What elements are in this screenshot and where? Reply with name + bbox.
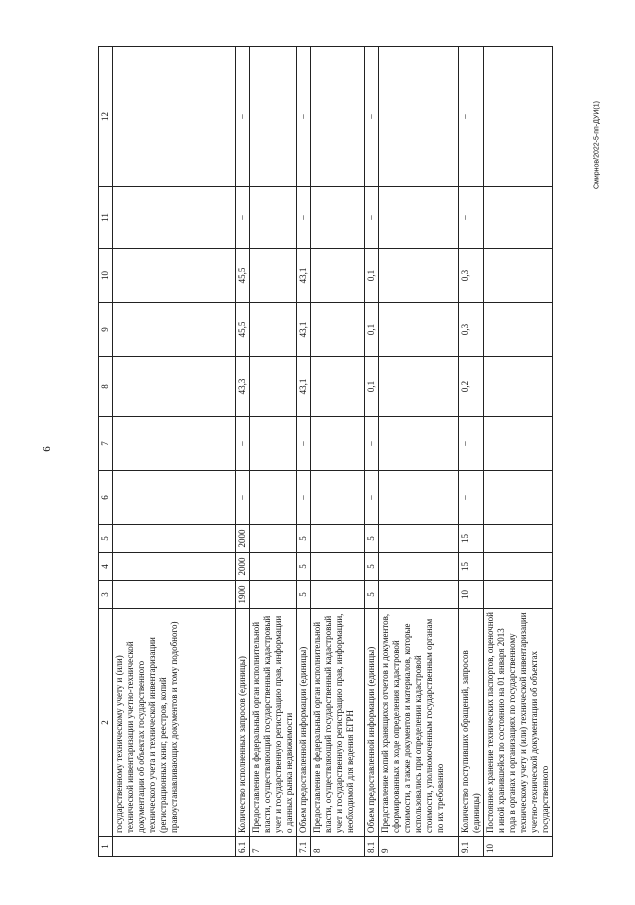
- cell-col11: [250, 187, 297, 249]
- cell-col12: [484, 47, 553, 187]
- cell-col4: 5: [365, 553, 379, 581]
- cell-col3: [311, 581, 365, 609]
- cell-col3: 10: [459, 581, 484, 609]
- cell-col10: 45,5: [236, 249, 250, 303]
- cell-col9: 43,1: [297, 303, 311, 357]
- row-number: 7: [250, 837, 297, 857]
- row-description: Объем предоставленной информации (единицы): [297, 609, 311, 837]
- cell-col4: [250, 553, 297, 581]
- row-description: государственному техническому учету и (или) технической инвентаризации учетно-технической документации об объектах государственного технического учета и технической инвентаризации (регистрационных книг, реестров, копий правоустанавливающих документов и тому подобного): [113, 609, 236, 837]
- cell-col12: –: [236, 47, 250, 187]
- cell-col11: –: [236, 187, 250, 249]
- row-description: Предоставление в федеральный орган исполнительной власти, осуществляющий государственный кадастровый учет и государственную регистрацию прав, информации, необходимой для ведения ЕГРН: [311, 609, 365, 837]
- header-cell: 4: [99, 553, 113, 581]
- header-cell: 11: [99, 187, 113, 249]
- row-description: Количество исполненных запросов (единицы): [236, 609, 250, 837]
- rotated-table-container: [98, 47, 550, 857]
- side-note: [590, 100, 604, 190]
- cell-col8: [311, 357, 365, 417]
- cell-col11: [311, 187, 365, 249]
- cell-col7: –: [236, 417, 250, 471]
- cell-col12: [379, 47, 459, 187]
- cell-col6: –: [297, 471, 311, 525]
- cell-col3: [113, 581, 236, 609]
- header-row: [99, 47, 113, 857]
- header-cell: 8: [99, 357, 113, 417]
- table-row: [365, 47, 379, 857]
- cell-col5: [484, 525, 553, 553]
- table-row: [484, 47, 553, 857]
- cell-col10: [113, 249, 236, 303]
- cell-col5: [250, 525, 297, 553]
- header-cell: 3: [99, 581, 113, 609]
- table-row: [250, 47, 297, 857]
- cell-col12: –: [365, 47, 379, 187]
- cell-col5: [379, 525, 459, 553]
- header-cell: 6: [99, 471, 113, 525]
- cell-col3: 5: [297, 581, 311, 609]
- cell-col7: [484, 417, 553, 471]
- table-row: [379, 47, 459, 857]
- cell-col5: 5: [297, 525, 311, 553]
- cell-col3: [379, 581, 459, 609]
- cell-col4: [311, 553, 365, 581]
- cell-col7: [113, 417, 236, 471]
- cell-col5: [113, 525, 236, 553]
- header-cell: 9: [99, 303, 113, 357]
- cell-col7: [379, 417, 459, 471]
- cell-col3: [250, 581, 297, 609]
- row-number: 8.1: [365, 837, 379, 857]
- cell-col6: [379, 471, 459, 525]
- cell-col11: [484, 187, 553, 249]
- cell-col4: [484, 553, 553, 581]
- cell-col7: –: [297, 417, 311, 471]
- cell-col6: –: [236, 471, 250, 525]
- cell-col9: [250, 303, 297, 357]
- cell-col7: [311, 417, 365, 471]
- row-description: Предоставление в федеральный орган исполнительной власти, осуществляющий государственный кадастровый учет и государственную регистрацию прав, информации о данных рынка недвижимости: [250, 609, 297, 837]
- cell-col9: [311, 303, 365, 357]
- table-row: [113, 47, 236, 857]
- cell-col11: –: [365, 187, 379, 249]
- header-cell: 1: [99, 837, 113, 857]
- cell-col6: –: [365, 471, 379, 525]
- cell-col3: 5: [365, 581, 379, 609]
- cell-col10: [250, 249, 297, 303]
- cell-col11: –: [297, 187, 311, 249]
- cell-col6: [113, 471, 236, 525]
- table-row: [236, 47, 250, 857]
- cell-col5: 15: [459, 525, 484, 553]
- cell-col9: 0,1: [365, 303, 379, 357]
- cell-col8: 0,2: [459, 357, 484, 417]
- cell-col8: [379, 357, 459, 417]
- cell-col12: [311, 47, 365, 187]
- cell-col7: –: [459, 417, 484, 471]
- row-number: 9.1: [459, 837, 484, 857]
- cell-col4: 15: [459, 553, 484, 581]
- cell-col11: –: [459, 187, 484, 249]
- cell-col6: [311, 471, 365, 525]
- cell-col6: [484, 471, 553, 525]
- row-description: Постоянное хранение технических паспортов, оценочной и иной хранившейся по состоянию на 01 января 2013 года в органах и организациях по государственному техническому учету и (или) технической инвентаризации учетно-технической документации об объектах государственного: [484, 609, 553, 837]
- row-number: 8: [311, 837, 365, 857]
- cell-col9: [484, 303, 553, 357]
- header-cell: 5: [99, 525, 113, 553]
- cell-col3: [484, 581, 553, 609]
- cell-col6: [250, 471, 297, 525]
- row-number: 10: [484, 837, 553, 857]
- cell-col9: [113, 303, 236, 357]
- table-row: [297, 47, 311, 857]
- cell-col4: [113, 553, 236, 581]
- header-cell: 2: [99, 609, 113, 837]
- cell-col11: [379, 187, 459, 249]
- cell-col5: [311, 525, 365, 553]
- cell-col8: [250, 357, 297, 417]
- header-cell: 12: [99, 47, 113, 187]
- cell-col4: 2000: [236, 553, 250, 581]
- cell-col4: [379, 553, 459, 581]
- row-description: Представление копий хранящихся отчетов и документов, сформированных в ходе определения кадастровой стоимости, а также документов и материалов, которые использовались при определении кадастровой стоимости, уполномоченным государственным органам по их требованию: [379, 609, 459, 837]
- table-row: [459, 47, 484, 857]
- row-description: Объем предоставленной информации (единицы): [365, 609, 379, 837]
- cell-col5: 2000: [236, 525, 250, 553]
- table-row: [311, 47, 365, 857]
- row-number: 6.1: [236, 837, 250, 857]
- cell-col5: 5: [365, 525, 379, 553]
- header-cell: 7: [99, 417, 113, 471]
- cell-col10: [484, 249, 553, 303]
- cell-col7: [250, 417, 297, 471]
- cell-col8: [484, 357, 553, 417]
- side-note-text: Смирнов/2022-5-пп-ДУИ(1): [593, 101, 601, 189]
- cell-col12: [113, 47, 236, 187]
- cell-col6: –: [459, 471, 484, 525]
- cell-col10: [379, 249, 459, 303]
- cell-col9: 45,5: [236, 303, 250, 357]
- cell-col12: [250, 47, 297, 187]
- row-number: [113, 837, 236, 857]
- page-number: 6: [40, 446, 53, 452]
- cell-col8: [113, 357, 236, 417]
- cell-col11: [113, 187, 236, 249]
- table-viewport: [98, 47, 550, 857]
- header-cell: 10: [99, 249, 113, 303]
- row-description: Количество поступивших обращений, запросов (единицы): [459, 609, 484, 837]
- cell-col12: –: [297, 47, 311, 187]
- cell-col4: 5: [297, 553, 311, 581]
- cell-col8: 0,1: [365, 357, 379, 417]
- data-table: [98, 46, 553, 857]
- row-number: 7.1: [297, 837, 311, 857]
- cell-col8: 43,3: [236, 357, 250, 417]
- row-number: 9: [379, 837, 459, 857]
- cell-col9: 0,3: [459, 303, 484, 357]
- cell-col10: 43,1: [297, 249, 311, 303]
- cell-col10: 0,3: [459, 249, 484, 303]
- cell-col12: –: [459, 47, 484, 187]
- cell-col10: [311, 249, 365, 303]
- cell-col3: 1900: [236, 581, 250, 609]
- cell-col8: 43,1: [297, 357, 311, 417]
- cell-col7: –: [365, 417, 379, 471]
- cell-col10: 0,1: [365, 249, 379, 303]
- cell-col9: [379, 303, 459, 357]
